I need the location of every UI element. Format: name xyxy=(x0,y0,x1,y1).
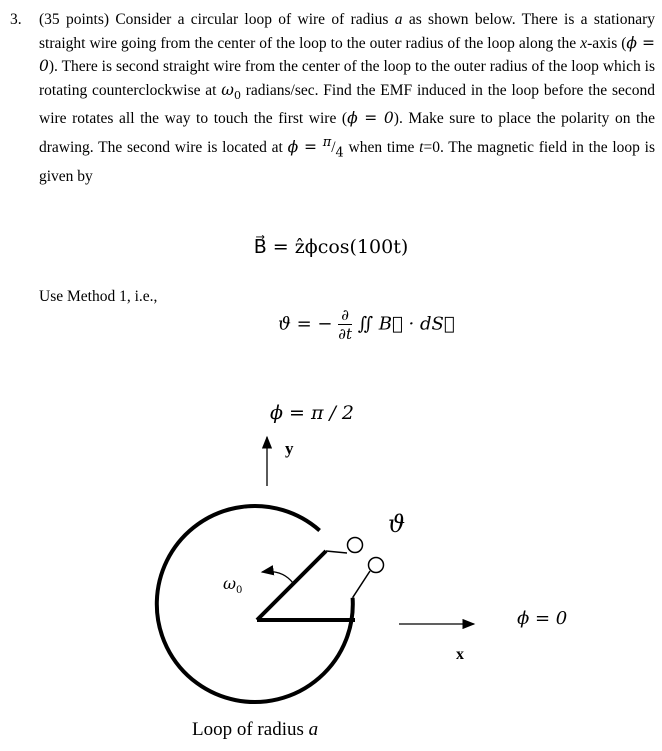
rotation-arrow xyxy=(262,571,293,583)
phi-zero-label: ϕ = 0 xyxy=(517,608,568,629)
terminal-lower xyxy=(369,558,384,573)
loop-circle xyxy=(157,506,353,702)
omega-label: $\omega_0$ xyxy=(223,574,243,597)
x-axis-label: x xyxy=(456,646,464,663)
terminal-upper xyxy=(348,538,363,553)
terminal-lead-lower xyxy=(353,571,370,598)
y-axis-label: y xyxy=(285,439,294,458)
method-text: Use Method 1, i.e., xyxy=(39,288,158,305)
loop-caption: Loop of radius a xyxy=(192,719,319,740)
var-t: t xyxy=(419,139,424,157)
problem-body: (35 points) Consider a circular loop of wire of radius a as shown below. There is a stationary straight wire going from the center of the loop to the outer radius of the loop along the x-axis (ϕ = 0). There is second straight wire from the center of the loop to the outer radius of the loop which is rotating counterclockwise at $\omega_0$ radians/sec. Find the EMF induced in the loop before the second wire rotates all the way to touch the first wire (ϕ = 0). Make sure to place the polarity on the drawing. The second wire is located at $\phi = ^\pi/_4$ when time t=0. The magnetic field in the loop is given by xyxy=(39,11,656,185)
partial-derivative: $\frac{\partial}{\partial t}$ xyxy=(338,306,353,343)
var-a: a xyxy=(394,11,403,28)
emf-symbol: ϑ xyxy=(388,510,406,538)
rotating-wire xyxy=(257,551,326,620)
magnetic-field-equation: B⃗ = ẑϕcos(100t) xyxy=(253,236,409,258)
terminal-lead-upper xyxy=(326,551,347,553)
omega-symbol: ω xyxy=(221,80,234,99)
phi-pi-half-label: ϕ = π / 2 xyxy=(270,402,355,424)
phi-zero: ϕ = 0 xyxy=(39,33,655,76)
var-x: x xyxy=(580,34,588,52)
emf-equation: ϑ = − $\frac{\partial}{\partial t}$ ∬ B⃗ · dS⃗ xyxy=(278,306,455,343)
points-label: (35 points) xyxy=(39,11,110,28)
problem-number: 3. xyxy=(10,11,22,28)
